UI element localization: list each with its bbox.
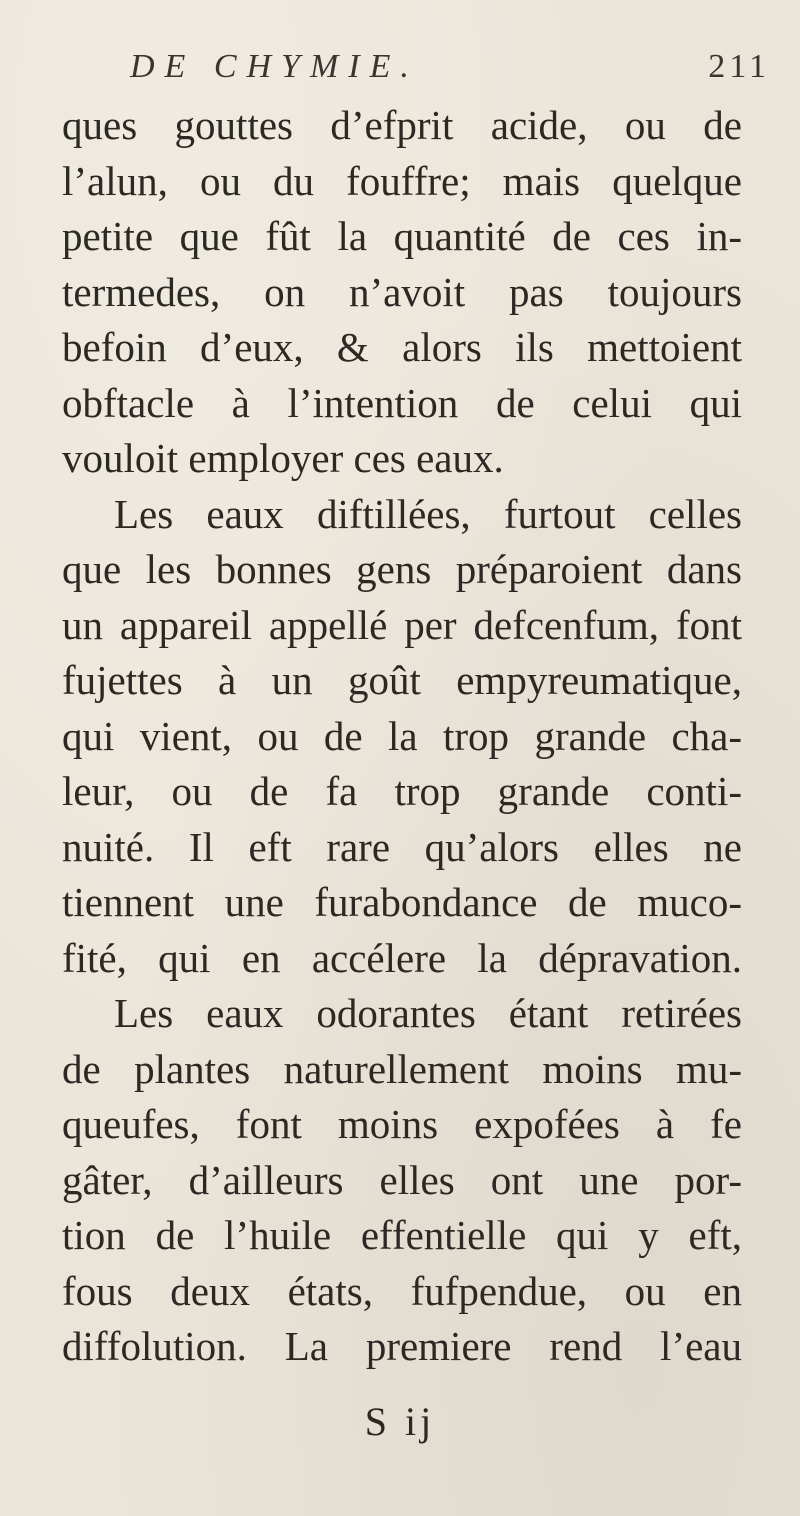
text-line: petite que fût la quantité de ces in- — [62, 213, 742, 259]
text-line: qui vient, ou de la trop grande cha- — [62, 712, 742, 759]
text-line: l’alun, ou du fouffre; mais quelque — [62, 157, 742, 204]
text-line: de plantes naturellement moins mu- — [62, 1045, 742, 1092]
body-text — [62, 98, 742, 1375]
text-line: fité, qui en accélere la dépravation. — [62, 934, 742, 981]
text-line: Les eaux odorantes étant retirées — [114, 990, 742, 1036]
text-line: Les eaux diftillées, furtout celles — [114, 490, 742, 537]
text-line: leur, ou de fa trop grande conti- — [62, 768, 742, 814]
signature-mark: S ij — [364, 1399, 436, 1444]
text-line: nuité. Il eft rare qu’alors elles ne — [62, 823, 742, 870]
text-line: vouloit employer ces eaux. — [62, 435, 504, 481]
page-number: 211 — [708, 48, 770, 85]
text-line: termedes, on n’avoit pas toujours — [62, 268, 742, 315]
running-head-title: DE CHYMIE. — [130, 48, 419, 85]
running-head — [130, 48, 770, 88]
text-line: ques gouttes d’efprit acide, ou de — [62, 102, 742, 148]
text-line: obftacle à l’intention de celui qui — [62, 379, 742, 426]
text-line: tiennent une furabondance de muco- — [62, 879, 742, 925]
text-line: queufes, font moins expofées à fe — [62, 1101, 742, 1147]
text-line: fujettes à un goût empyreumatique, — [62, 657, 742, 703]
text-line: befoin d’eux, & alors ils mettoient — [62, 324, 742, 370]
text-line: que les bonnes gens préparoient dans — [62, 546, 742, 592]
text-line: un appareil appellé per defcenfum, font — [62, 601, 742, 648]
text-line: gâter, d’ailleurs elles ont une por- — [62, 1156, 742, 1203]
text-line: fous deux états, fufpendue, ou en — [62, 1267, 742, 1314]
text-line: tion de l’huile effentielle qui y eft, — [62, 1212, 742, 1258]
text-line: diffolution. La premiere rend l’eau — [62, 1323, 742, 1369]
